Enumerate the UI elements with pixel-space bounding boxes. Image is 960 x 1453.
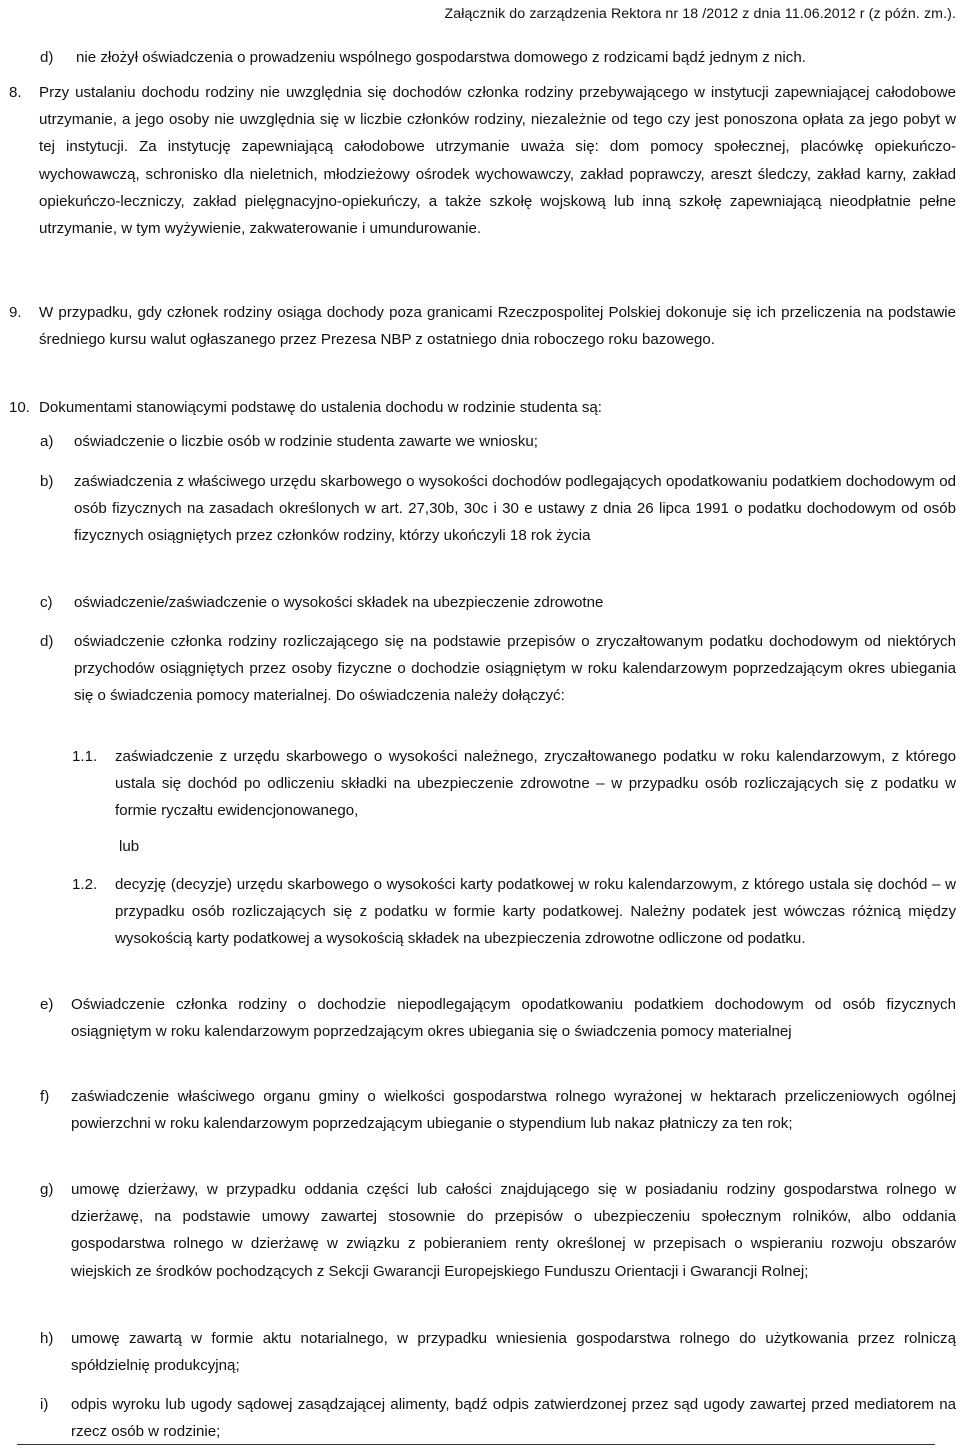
list-item-f bbox=[40, 1083, 956, 1137]
item-text: oświadczenie członka rodziny rozliczającego się na podstawie przepisów o zryczałtowanym podatku dochodowym od niektórych przychodów osiągniętych przez osoby fizyczne o dochodzie osiągniętym w roku kalendarzowym poprzedzającym okres ubiegania się o świadczenia pomocy materialnej. Do oświadczenia należy dołączyć: bbox=[74, 633, 956, 705]
footer-divider bbox=[17, 1444, 935, 1445]
item-text: Oświadczenie członka rodziny o dochodzie niepodlegającym opodatkowaniu podatkiem dochodowym od osób fizycznych osiągniętym w roku kalendarzowym poprzedzającym okres ubiegania się o świadczenia pomocy materialnej bbox=[71, 996, 956, 1041]
section-9 bbox=[9, 299, 956, 353]
item-label: a) bbox=[40, 433, 54, 450]
item-label: 9. bbox=[9, 304, 22, 321]
item-text: Dokumentami stanowiącymi podstawę do ustalenia dochodu w rodzinie studenta są: bbox=[39, 399, 602, 416]
list-item-c bbox=[40, 589, 956, 616]
item-text: lub bbox=[119, 838, 140, 855]
item-text: Przy ustalaniu dochodu rodziny nie uwzględnia się dochodów członka rodziny przebywającego w instytucji zapewniającej całodobowe utrzymanie, a jego osoby nie uwzględnia się w liczbie członków rodziny, niezależnie od tego czy jest ponoszona opłata za jego pobyt w tej instytucji. Za instytucję zapewniającą całodobowe utrzymanie uważa się: dom pomocy społecznej, placówkę opiekuńczo-wychowawczą, schronisko dla nieletnich, młodzieżowy ośrodek wychowawczy, zakład poprawczy, areszt śledczy, zakład karny, zakład opiekuńczo-leczniczy, zakład pielęgnacyjno-opiekuńczy, a także szkołę wojskową lub inną szkołę zapewniającą nieodpłatnie pełne utrzymanie, w tym wyżywienie, zakwaterowanie i umundurowanie. bbox=[39, 84, 956, 238]
item-text: zaświadczenie właściwego organu gminy o wielkości gospodarstwa rolnego wyrażonej w hektarach przeliczeniowych ogólnej powierzchni w roku kalendarzowym poprzedzającym ubieganie o stypendium lub nakaz płatniczy za ten rok; bbox=[71, 1088, 956, 1133]
list-item-d-previous bbox=[40, 44, 956, 71]
item-label: i) bbox=[40, 1396, 49, 1413]
item-text: umowę zawartą w formie aktu notarialnego, w przypadku wniesienia gospodarstwa rolnego do użytkowania przez rolniczą spółdzielnię produkcyjną; bbox=[71, 1330, 956, 1375]
section-10 bbox=[9, 394, 956, 421]
item-label: b) bbox=[40, 473, 54, 490]
item-text: zaświadczenie z urzędu skarbowego o wysokości należnego, zryczałtowanego podatku w roku kalendarzowym, z którego ustala się dochód po odliczeniu składki na ubezpieczenie zdrowotne – w przypadku osób rozliczających się z podatku w formie ryczałtu ewidencjonowanego, bbox=[115, 748, 956, 820]
item-label: 8. bbox=[9, 84, 22, 101]
list-item-d bbox=[40, 628, 956, 710]
item-text: zaświadczenia z właściwego urzędu skarbowego o wysokości dochodów podlegających opodatkowaniu podatkiem dochodowym od osób fizycznych na zasadach określonych w art. 27,30b, 30c i 30 e ustawy z dnia 26 lipca 1991 o podatku dochodowym od osób fizycznych osiągniętych przez członków rodziny, którzy ukończyli 18 rok życia bbox=[74, 473, 956, 545]
page-header: Załącznik do zarządzenia Rektora nr 18 /2012 z dnia 11.06.2012 r (z późn. zm.). bbox=[444, 6, 956, 22]
item-label: f) bbox=[40, 1088, 50, 1105]
item-text: oświadczenie o liczbie osób w rodzinie studenta zawarte we wniosku; bbox=[74, 433, 538, 450]
list-item-i bbox=[40, 1391, 956, 1445]
item-text: umowę dzierżawy, w przypadku oddania części lub całości znajdującego się w posiadaniu rodziny gospodarstwa rolnego w dzierżawę, na podstawie umowy zawartej stosownie do przepisów o ubezpieczeniu społecznym rolników, albo oddania gospodarstwa rolnego w dzierżawę w związku z pobieraniem renty określonej w przepisach o wspieraniu rozwoju obszarów wiejskich ze środków pochodzących z Sekcji Gwarancji Europejskiego Funduszu Orientacji i Gwarancji Rolnej; bbox=[71, 1181, 956, 1280]
section-8 bbox=[9, 79, 956, 242]
list-item-a bbox=[40, 428, 956, 455]
conjunction-lub bbox=[119, 833, 319, 860]
item-label: g) bbox=[40, 1181, 54, 1198]
list-item-e bbox=[40, 991, 956, 1045]
list-item-h bbox=[40, 1325, 956, 1379]
item-label: 10. bbox=[9, 399, 30, 416]
item-text: oświadczenie/zaświadczenie o wysokości składek na ubezpieczenie zdrowotne bbox=[74, 594, 604, 611]
item-label: 1.2. bbox=[72, 876, 98, 893]
sub-item-1-1 bbox=[72, 743, 956, 825]
list-item-g bbox=[40, 1176, 956, 1285]
item-text: odpis wyroku lub ugody sądowej zasądzającej alimenty, bądź odpis zatwierdzonej przez sąd ugody zawartej przed mediatorem na rzecz osób w rodzinie; bbox=[71, 1396, 956, 1441]
item-label: c) bbox=[40, 594, 53, 611]
item-label: e) bbox=[40, 996, 54, 1013]
item-label: 1.1. bbox=[72, 748, 98, 765]
list-item-b bbox=[40, 468, 956, 550]
item-label: d) bbox=[40, 49, 54, 66]
item-text: nie złożył oświadczenia o prowadzeniu wspólnego gospodarstwa domowego z rodzicami bądź jednym z nich. bbox=[76, 49, 806, 66]
sub-item-1-2 bbox=[72, 871, 956, 953]
item-label: h) bbox=[40, 1330, 54, 1347]
item-text: decyzję (decyzje) urzędu skarbowego o wysokości karty podatkowej w roku kalendarzowym, z którego ustala się dochód – w przypadku osób rozliczających się z podatku w formie karty podatkowej. Należny podatek jest wówczas różnicą między wysokością karty podatkowej a wysokością składek na ubezpieczenia zdrowotne odliczone od podatku. bbox=[115, 876, 956, 948]
item-label: d) bbox=[40, 633, 54, 650]
item-text: W przypadku, gdy członek rodziny osiąga dochody poza granicami Rzeczpospolitej Polskiej dokonuje się ich przeliczenia na podstawie średniego kursu walut ogłaszanego przez Prezesa NBP z ostatniego dnia roboczego roku bazowego. bbox=[39, 304, 956, 349]
